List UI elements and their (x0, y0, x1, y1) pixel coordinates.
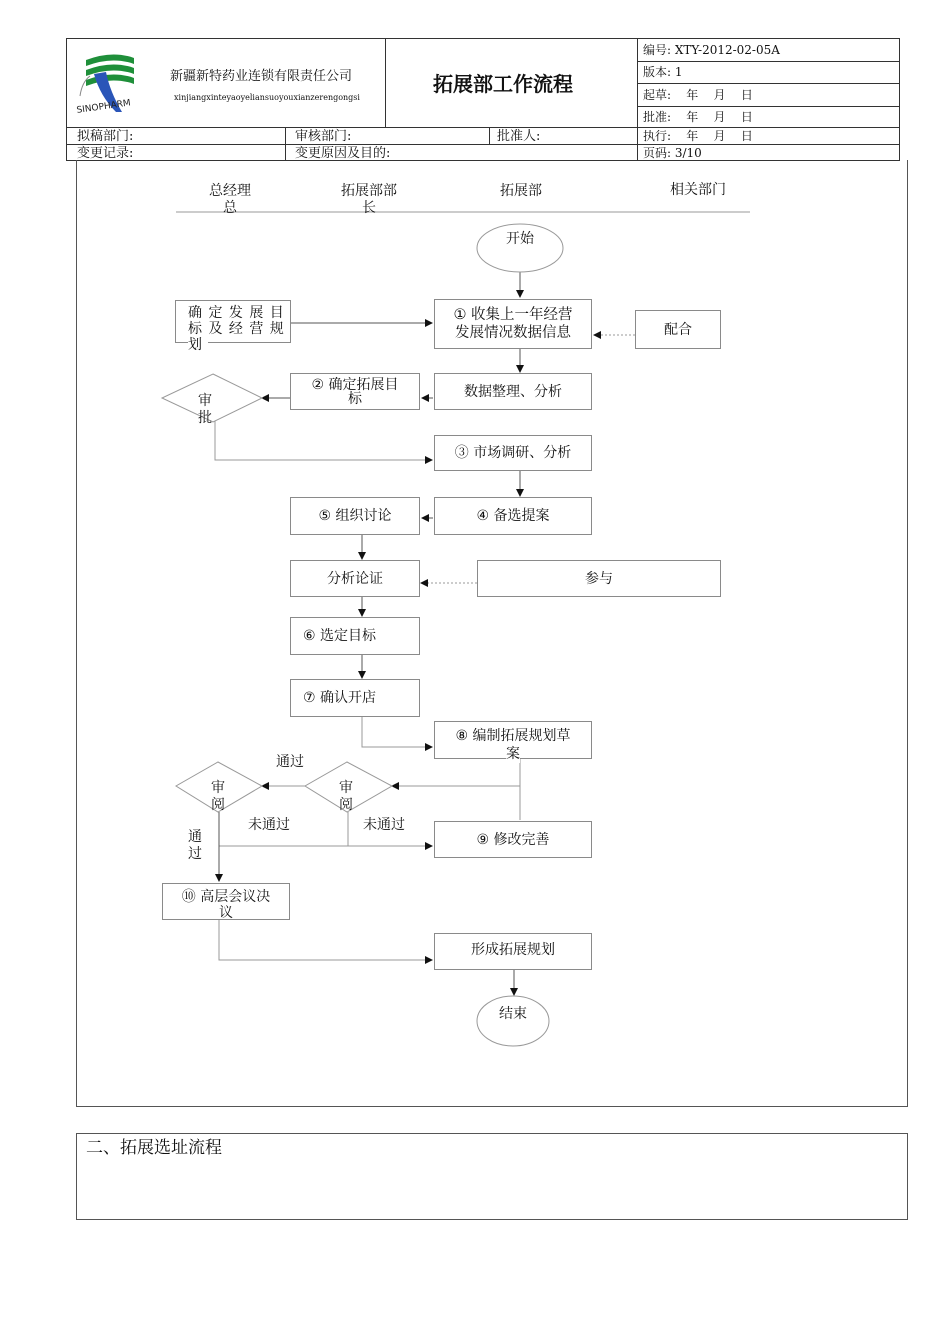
organize-discussion-box: ⑤ 组织讨论 (290, 497, 420, 535)
company-pinyin: xinjiangxinteyaoyeliansuoyouxianzerengongsi (174, 93, 360, 102)
logo-text: SINOPHARM (76, 98, 132, 116)
review-left-label (203, 780, 233, 814)
approver-label: 批准人: (497, 129, 541, 144)
fail-right-label: 未通过 (363, 817, 405, 833)
lane-related-departments: 相关部门 (670, 182, 726, 198)
senior-meeting-line2: 议 (219, 904, 233, 921)
set-goal-line2: 标 及 经 营 规 (188, 321, 285, 337)
draft-plan-line1: ⑧ 编制拓展规划草 (455, 728, 571, 744)
set-goal-line3: 划 (188, 337, 208, 353)
participate-box: 参与 (477, 560, 721, 597)
form-plan-box: 形成拓展规划 (434, 933, 592, 970)
data-analysis-box: 数据整理、分析 (434, 373, 592, 410)
cooperate-box: 配合 (635, 310, 721, 349)
doc-version: 版本: 1 (643, 65, 683, 79)
set-goal-line1: 确 定 发 展 目 (188, 305, 285, 321)
lane-general-manager-line2: 总 (223, 200, 237, 216)
select-target-box: ⑥ 选定目标 (290, 617, 420, 655)
company-name: 新疆新特药业连锁有限责任公司 (170, 69, 353, 84)
collect-data-box (434, 299, 592, 349)
analysis-argument-box: 分析论证 (290, 560, 420, 597)
collect-data-line1: ① 收集上一年经营 (453, 307, 573, 323)
draft-plan-box (434, 721, 592, 762)
confirm-store-box: ⑦ 确认开店 (290, 679, 420, 717)
pass-left-line2: 过 (188, 846, 202, 862)
section2-title: 二、拓展选址流程 (86, 1138, 222, 1158)
review-left-line2: 阅 (211, 797, 225, 813)
approve-line1: 审 (198, 393, 212, 409)
lane-expansion-department: 拓展部 (500, 183, 542, 199)
change-record-label: 变更记录: (77, 146, 134, 161)
draft-department-label: 拟稿部门: (77, 129, 134, 144)
pass-top-label: 通过 (276, 754, 304, 770)
change-reason-label: 变更原因及目的: (295, 146, 391, 161)
lane-department-head-line1: 拓展部部 (341, 183, 397, 199)
confirm-goal-box (290, 373, 420, 410)
lane-department-head (328, 183, 410, 217)
document-title: 拓展部工作流程 (433, 72, 573, 96)
set-goal-box (175, 300, 291, 353)
doc-code: 编号: XTY-2012-02-05A (643, 43, 780, 57)
start-label: 开始 (506, 231, 534, 247)
approve-line2: 批 (198, 410, 212, 426)
senior-meeting-line1: ⑩ 高层会议决 (181, 888, 271, 905)
review-left-line1: 审 (211, 780, 225, 796)
review-right-line1: 审 (339, 780, 353, 796)
market-research-box: ③ 市场调研、分析 (434, 435, 592, 471)
draft-plan-line2: 案 (506, 746, 520, 762)
senior-meeting-box (162, 883, 290, 920)
end-label: 结束 (499, 1006, 527, 1022)
fail-left-label: 未通过 (248, 817, 290, 833)
review-right-line2: 阅 (339, 797, 353, 813)
proposal-box: ④ 备选提案 (434, 497, 592, 535)
pass-left-label (182, 829, 208, 863)
doc-draft-date: 起草: 年 月 日 (643, 88, 753, 102)
lane-general-manager-line1: 总经理 (209, 183, 251, 199)
confirm-goal-line2: 标 (348, 390, 362, 407)
confirm-goal-line1: ② 确定拓展目 (311, 376, 399, 393)
approve-diamond-label (190, 393, 220, 427)
doc-approve-date: 批准: 年 月 日 (643, 110, 753, 124)
pass-left-line1: 通 (188, 829, 202, 845)
review-department-label: 审核部门: (295, 129, 352, 144)
doc-page-number: 页码: 3/10 (643, 146, 702, 160)
revise-box: ⑨ 修改完善 (434, 821, 592, 858)
lane-department-head-line2: 长 (362, 200, 376, 216)
lane-general-manager (196, 183, 264, 217)
doc-execute-date: 执行: 年 月 日 (643, 129, 753, 143)
review-right-label (331, 780, 361, 814)
collect-data-line2: 发展情况数据信息 (455, 325, 571, 341)
